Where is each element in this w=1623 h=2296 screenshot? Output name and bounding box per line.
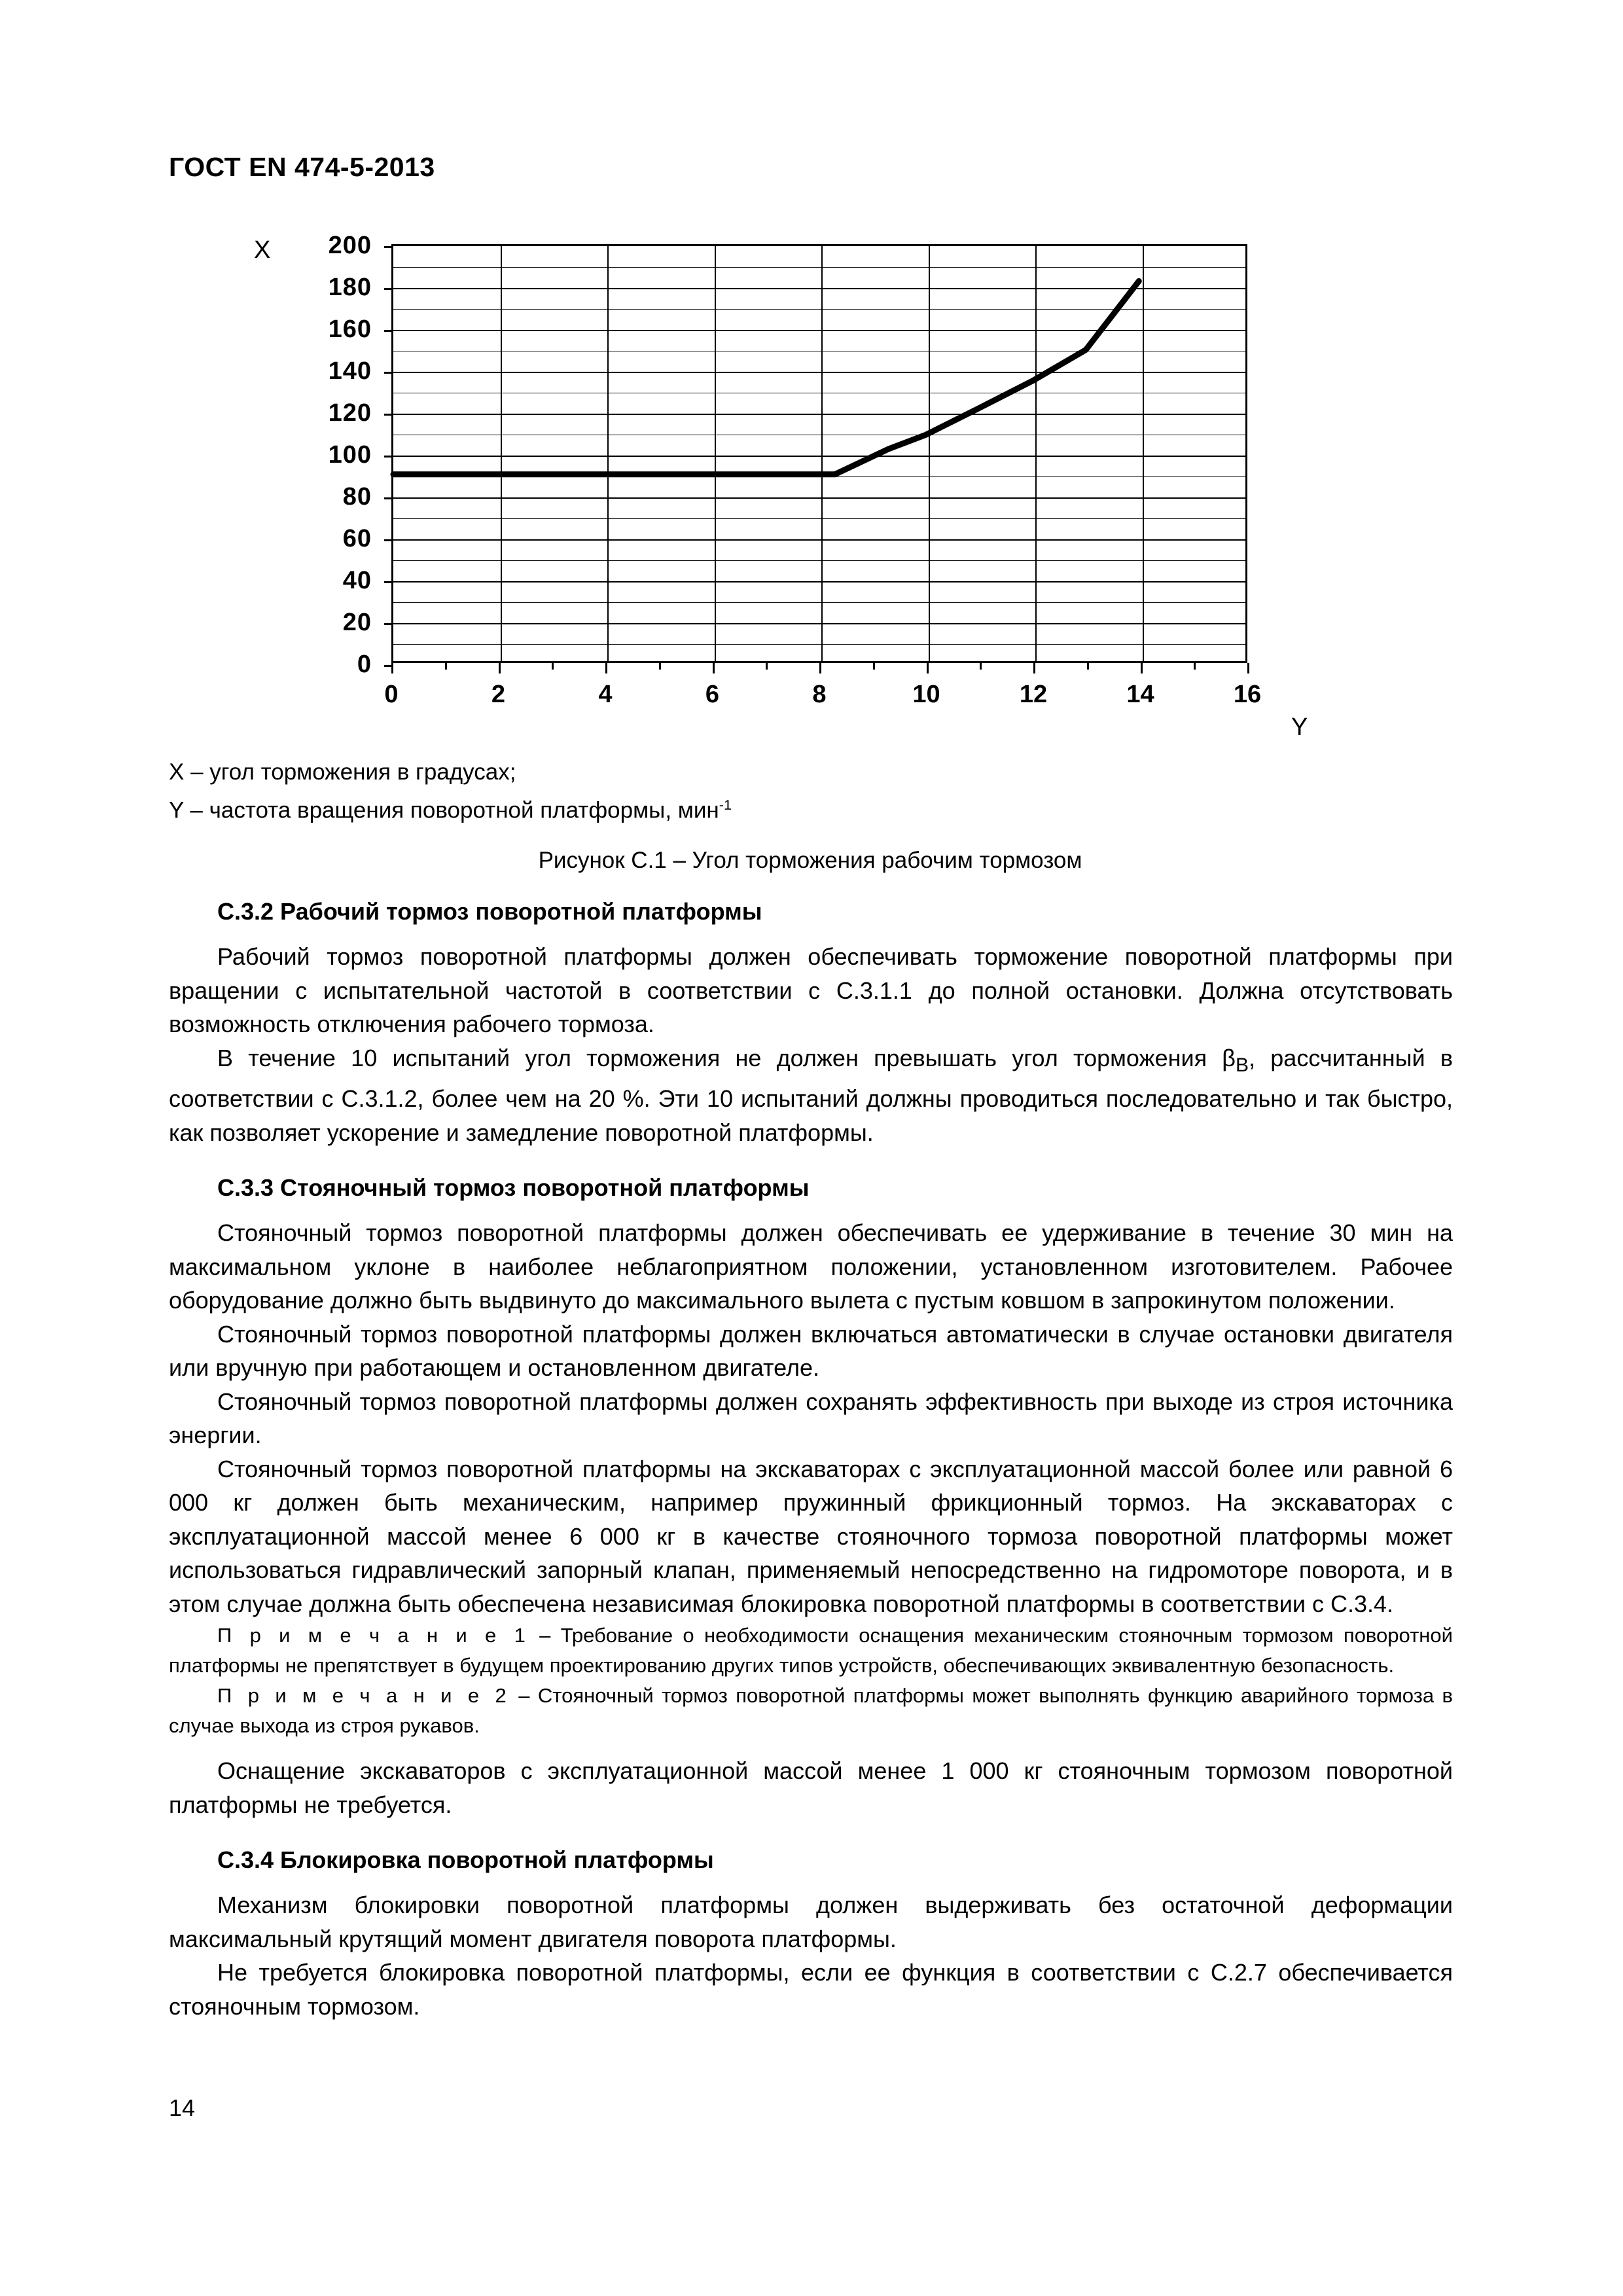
y-tick-label: 80 — [342, 483, 372, 511]
figure-caption: Рисунок С.1 – Угол торможения рабочим тормозом — [538, 848, 1082, 873]
legend-line-y-text: Y – частота вращения поворотной платформы, мин — [169, 797, 719, 823]
x-tick-label: 0 — [384, 681, 399, 708]
paragraph: Рабочий тормоз поворотной платформы должен обеспечивать торможение поворотной платформы при вращении с испытательной частотой в соответствии с С.3.1.1 до полной остановки. Должна отсутствовать возможность отключения рабочего тормоза. — [169, 943, 1453, 1037]
section-heading-c33: С.3.3 Стояночный тормоз поворотной платформы — [217, 1174, 810, 1202]
x-tick-label: 14 — [1126, 681, 1154, 708]
y-tick-label: 140 — [328, 357, 372, 385]
data-curve — [393, 246, 1245, 661]
plot-box — [391, 244, 1247, 663]
y-tick-label: 60 — [342, 525, 372, 552]
section-heading-c34: С.3.4 Блокировка поворотной платформы — [217, 1846, 714, 1874]
legend-line-y — [169, 789, 732, 827]
x-tick-label: 16 — [1233, 681, 1262, 708]
paragraph: Стояночный тормоз поворотной платформы должен включаться автоматически в случае остановки двигателя или вручную при работающем и остановленном двигателе. — [169, 1320, 1453, 1382]
axis-label-y: Y — [1291, 713, 1308, 741]
figure-legend — [169, 756, 732, 827]
page-title: ГОСТ EN 474-5-2013 — [169, 152, 435, 182]
paragraph: Оснащение экскаваторов с эксплуатационной массой менее 1 000 кг стояночным тормозом поворотной платформы не требуется. — [169, 1757, 1453, 1818]
y-tick-label: 200 — [328, 232, 372, 259]
note-1-label: П р и м е ч а н и е 1 — [217, 1624, 529, 1647]
paragraph: Стояночный тормоз поворотной платформы должен сохранять эффективность при выходе из строя источника энергии. — [169, 1388, 1453, 1449]
x-tick-label: 4 — [598, 681, 613, 708]
note-1-text: – Требование о необходимости оснащения механическим стояночным тормозом поворотной платформы не препятствует в будущем проектированию других типов устройств, обеспечивающих эквивалентную безопасность. — [169, 1624, 1453, 1677]
paragraph: В течение 10 испытаний угол торможения не должен превышать угол торможения $\beta_B$, рассчитанный в соответствии с С.3.1.2, более чем на 20 %. Эти 10 испытаний должны проводиться последовательно и так быстро, как позволяет ускорение и замедление поворотной платформы. — [169, 1044, 1453, 1146]
chart-area — [169, 226, 1452, 743]
paragraph: Механизм блокировки поворотной платформы должен выдерживать без остаточной деформации максимальный крутящий момент двигателя поворота платформы. — [169, 1892, 1453, 1952]
note-2-text: – Стояночный тормоз поворотной платформы может выполнять функцию аварийного тормоза в случае выхода из строя рукавов. — [169, 1684, 1453, 1738]
axis-label-x: X — [254, 236, 271, 264]
x-tick-label: 8 — [812, 681, 827, 708]
note-1 — [169, 1621, 1453, 1681]
y-tick-label: 40 — [342, 567, 372, 594]
paragraph: Не требуется блокировка поворотной платформы, если ее функция в соответствии с С.2.7 обеспечивается стояночным тормозом. — [169, 1959, 1453, 2020]
y-tick-label: 180 — [328, 274, 372, 301]
y-tick-label: 20 — [342, 609, 372, 636]
legend-line-x: X – угол торможения в градусах; — [169, 759, 516, 785]
paragraph: Стояночный тормоз поворотной платформы должен обеспечивать ее удерживание в течение 30 мин на максимальном уклоне в наиболее неблагоприятном положении, установленном изготовителем. Рабочее оборудование должно быть выдвинуто до максимального вылета с пустым ковшом в запрокинутом положении. — [169, 1219, 1453, 1314]
page-number: 14 — [169, 2094, 196, 2121]
legend-superscript: -1 — [719, 797, 732, 813]
y-tick-label: 0 — [357, 651, 372, 678]
y-tick-label: 160 — [328, 315, 372, 343]
figure-c1 — [169, 226, 1452, 873]
x-tick-label: 6 — [705, 681, 720, 708]
paragraph: Стояночный тормоз поворотной платформы на экскаваторах с эксплуатационной массой более или равной 6 000 кг должен быть механическим, например пружинный фрикционный тормоз. На экскаваторах с эксплуатационной массой менее 6 000 кг в качестве стояночного тормоза поворотной платформы может использоваться гидравлический запорный клапан, применяемый непосредственно на гидромоторе поворота, и в этом случае должна быть обеспечена независимая блокировка поворотной платформы в соответствии с С.3.4. — [169, 1455, 1453, 1617]
document-body — [169, 897, 1453, 2023]
note-2-label: П р и м е ч а н и е 2 — [217, 1684, 510, 1708]
x-tick-label: 12 — [1019, 681, 1048, 708]
y-tick-label: 100 — [328, 441, 372, 469]
x-tick-label: 2 — [491, 681, 506, 708]
note-2 — [169, 1681, 1453, 1741]
y-tick-label: 120 — [328, 399, 372, 427]
x-tick-label: 10 — [912, 681, 940, 708]
x-axis-ticks — [391, 663, 1247, 676]
section-heading-c32: С.3.2 Рабочий тормоз поворотной платформы — [217, 898, 762, 925]
